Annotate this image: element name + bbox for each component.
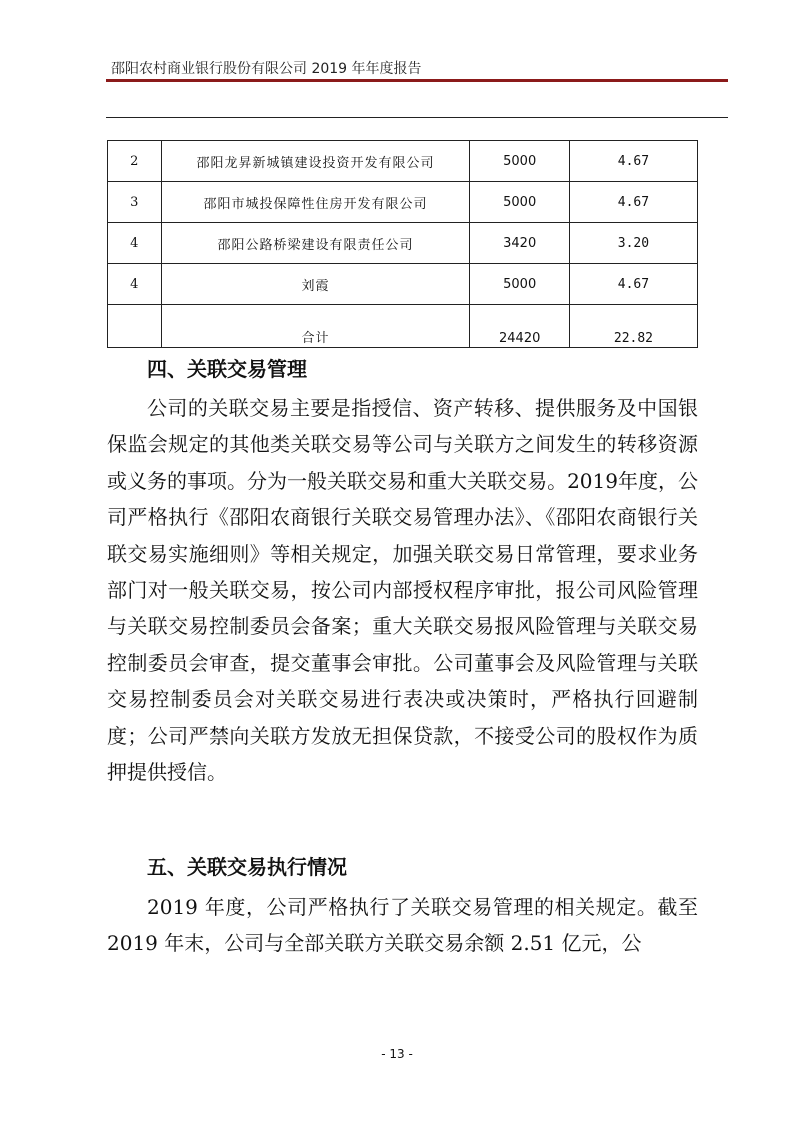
total-amount: 24420	[470, 305, 569, 348]
related-party-table	[107, 140, 698, 348]
party-name: 邵阳市城投保障性住房开发有限公司	[161, 182, 470, 223]
total-label: 合计	[161, 305, 470, 348]
header-thin-rule	[106, 117, 728, 118]
total-ratio: 22.82	[569, 305, 697, 348]
row-number	[108, 305, 162, 348]
table-row	[108, 141, 698, 182]
ratio-cell: 4.67	[569, 264, 697, 305]
amount-cell: 5000	[470, 182, 569, 223]
page-number: - 13 -	[381, 1047, 413, 1061]
row-number: 2	[108, 141, 162, 182]
table-row	[108, 182, 698, 223]
section-heading-related-transaction-execution: 五、关联交易执行情况	[147, 855, 347, 879]
ratio-cell: 4.67	[569, 141, 697, 182]
table-total-row	[108, 305, 698, 348]
row-number: 4	[108, 223, 162, 264]
section5-paragraph: 2019 年度，公司严格执行了关联交易管理的相关规定。截至 2019 年末，公司与全部关联方关联交易余额 2.51 亿元，公	[107, 895, 698, 956]
party-name: 邵阳龙昇新城镇建设投资开发有限公司	[161, 141, 470, 182]
amount-cell: 3420	[470, 223, 569, 264]
ratio-cell: 3.20	[569, 223, 697, 264]
section4-paragraph: 公司的关联交易主要是指授信、资产转移、提供服务及中国银保监会规定的其他类关联交易等公司与关联方之间发生的转移资源或义务的事项。分为一般关联交易和重大关联交易。2019年度，公司严格执行《邵阳农商银行关联交易管理办法》、《邵阳农商银行关联交易实施细则》等相关规定，加强关联交易日常管理，要求业务部门对一般关联交易，按公司内部授权程序审批，报公司风险管理与关联交易控制委员会备案；重大关联交易报风险管理与关联交易控制委员会审查，提交董事会审批。公司董事会及风险管理与关联交易控制委员会对关联交易进行表决或决策时，严格执行回避制度；公司严禁向关联方发放无担保贷款，不接受公司的股权作为质押提供授信。	[107, 396, 698, 785]
ratio-cell: 4.67	[569, 182, 697, 223]
party-name: 邵阳公路桥梁建设有限责任公司	[161, 223, 470, 264]
row-number: 4	[108, 264, 162, 305]
section-heading-related-transaction-management: 四、关联交易管理	[147, 357, 307, 381]
amount-cell: 5000	[470, 141, 569, 182]
section5-body	[107, 889, 698, 962]
party-name: 刘霞	[161, 264, 470, 305]
table-row	[108, 264, 698, 305]
row-number: 3	[108, 182, 162, 223]
amount-cell: 5000	[470, 264, 569, 305]
header-red-rule	[106, 79, 728, 82]
section4-body	[107, 390, 698, 790]
table-row	[108, 223, 698, 264]
report-header-title: 邵阳农村商业银行股份有限公司 2019 年年度报告	[111, 61, 422, 77]
